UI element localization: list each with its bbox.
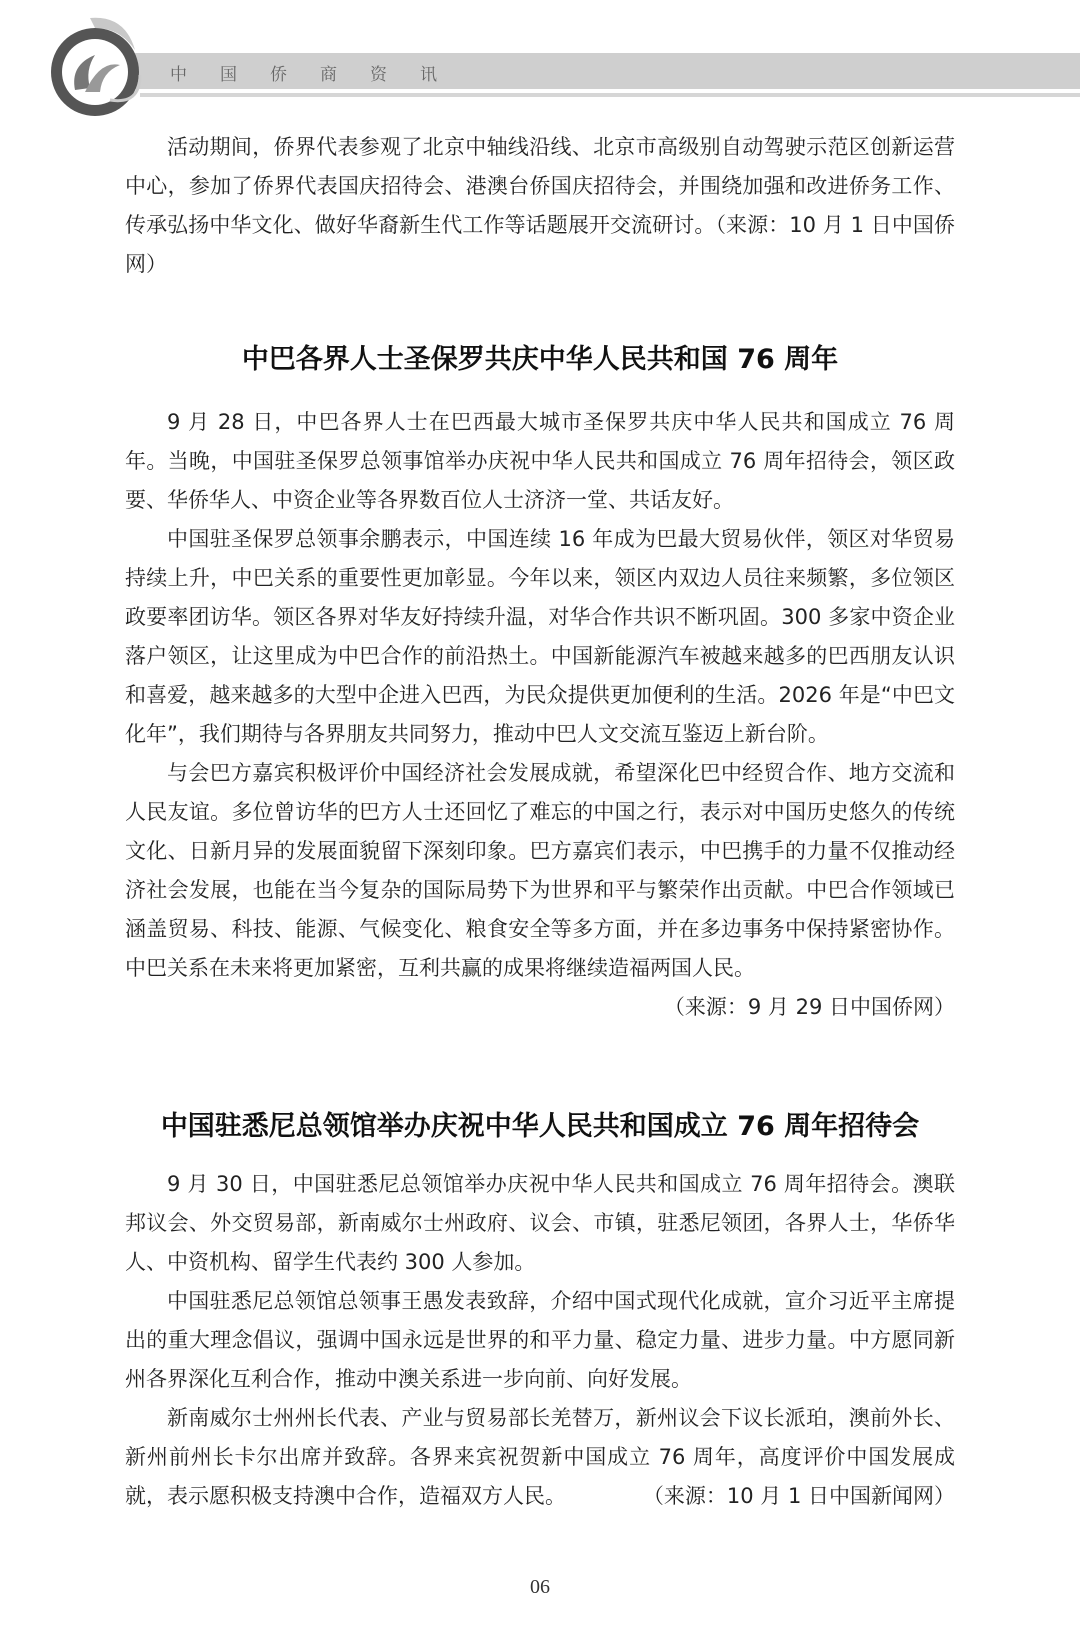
page-header [0,0,1080,128]
source-note: （来源：9 月 29 日中国侨网） [663,995,955,1019]
article-body [125,403,955,1027]
federation-logo [40,10,150,120]
paragraph-text: 活动期间，侨界代表参观了北京中轴线沿线、北京市高级别自动驾驶示范区创新运营中心，参加了侨界代表国庆招待会、港澳台侨国庆招待会，并围绕加强和改进侨务工作、传承弘扬中华文化、做好华裔新生代工作等话题展开交流研讨。 [125,135,955,237]
paragraph [125,754,955,1027]
source-note: （来源：10 月 1 日中国新闻网） [642,1484,955,1508]
article-body [125,1165,955,1516]
intro-section [125,128,955,284]
paragraph [125,128,955,284]
paragraph: 中国驻圣保罗总领事余鹏表示，中国连续 16 年成为巴最大贸易伙伴，领区对华贸易持续上升，中巴关系的重要性更加彰显。今年以来，领区内双边人员往来频繁，多位领区政要率团访华。领区各界对华友好持续升温，对华合作共识不断巩固。300 多家中资企业落户领区，让这里成为中巴合作的前沿热土。中国新能源汽车被越来越多的巴西朋友认识和喜爱，越来越多的大型中企进入巴西，为民众提供更加便利的生活。2026 年是“中巴文化年”，我们期待与各界朋友共同努力，推动中巴人文交流互鉴迈上新台阶。 [125,527,955,746]
article-title: 中巴各界人士圣保罗共庆中华人民共和国 76 周年 [241,344,839,375]
paragraph: 中国驻悉尼总领馆总领事王愚发表致辞，介绍中国式现代化成就，宣介习近平主席提出的重大理念倡议，强调中国永远是世界的和平力量、稳定力量、进步力量。中方愿同新州各界深化互利合作，推动中澳关系进一步向前、向好发展。 [125,1289,955,1391]
paragraph-text: 与会巴方嘉宾积极评价中国经济社会发展成就，希望深化巴中经贸合作、地方交流和人民友谊。多位曾访华的巴方人士还回忆了难忘的中国之行，表示对中国历史悠久的传统文化、日新月异的发展面貌留下深刻印象。巴方嘉宾们表示，中巴携手的力量不仅推动经济社会发展，也能在当今复杂的国际局势下为世界和平与繁荣作出贡献。中巴合作领域已涵盖贸易、科技、能源、气候变化、粮食安全等多方面，并在多边事务中保持紧密协作。中巴关系在未来将更加紧密，互利共赢的成果将继续造福两国人民。 [125,761,955,980]
masthead-title: 中国侨商资讯 [170,65,470,85]
header-rule [140,93,1080,97]
paragraph [125,1399,955,1516]
paragraph: 9 月 30 日，中国驻悉尼总领馆举办庆祝中华人民共和国成立 76 周年招待会。澳联邦议会、外交贸易部，新南威尔士州政府、议会、市镇，驻悉尼领团，各界人士，华侨华人、中资机构、留学生代表约 300 人参加。 [125,1172,955,1274]
paragraph: 9 月 28 日，中巴各界人士在巴西最大城市圣保罗共庆中华人民共和国成立 76 周年。当晚，中国驻圣保罗总领事馆举办庆祝中华人民共和国成立 76 周年招待会，领区政要、华侨华人、中资企业等各界数百位人士济济一堂、共话友好。 [125,410,955,512]
page-number: 06 [530,1576,550,1598]
source-note: （来源：10 月 1 日中国侨网） [125,213,956,276]
paragraph-text: 新南威尔士州州长代表、产业与贸易部长羌替万，新州议会下议长派珀，澳前外长、新州前州长卡尔出席并致辞。各界来宾祝贺新中国成立 76 周年，高度评价中国发展成就，表示愿积极支持澳中合作，造福双方人民。 [125,1406,955,1508]
page-content [125,128,955,1516]
article-title: 中国驻悉尼总领馆举办庆祝中华人民共和国成立 76 周年招待会 [160,1111,920,1142]
